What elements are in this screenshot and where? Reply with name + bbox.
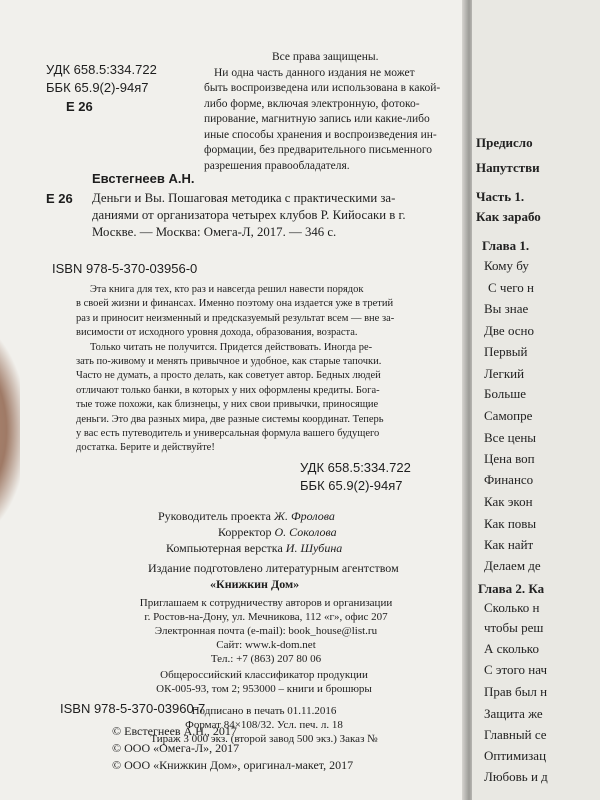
contact-block — [116, 596, 416, 666]
author: Евстегнеев А.Н. — [92, 171, 195, 186]
contents-entry: Часть 1. — [476, 189, 525, 204]
contents-entry: Легкий — [484, 366, 525, 381]
contents-entry: Как повы — [484, 516, 537, 531]
annotation-line: Только читать не получится. Придется действовать. Иногда ре- — [90, 341, 373, 353]
contents-entry: Как экон — [484, 494, 533, 509]
credit-line — [166, 541, 342, 556]
credit-role: Корректор — [218, 525, 272, 539]
rights-block — [204, 50, 440, 174]
contents-entry: Вы знае — [484, 301, 529, 316]
udk-top: УДК 658.5:334.722 — [46, 62, 157, 77]
annotation-line: зать по-живому и менять привычное и удобное, как старые тапочки. — [76, 356, 382, 368]
contact-line: Электронная почта (e-mail): book_house@list.ru — [154, 625, 378, 637]
annotation-line: раз и приносит неизменный и предсказуемый результат всем — вне за- — [76, 312, 395, 324]
prepared-agency: «Книжкин Дом» — [210, 577, 300, 591]
annotation-line: висимости от исходного уровня дохода, образования, возраста. — [76, 327, 358, 339]
contents-entry: Две осно — [484, 323, 535, 338]
contents-entry: Делаем де — [484, 558, 541, 573]
biblio-entry — [92, 190, 406, 241]
contents-entry: Глава 1. — [482, 238, 530, 253]
copyright-line: © Евстегнеев А.Н., 2017 — [112, 724, 237, 738]
rights-line: формации, без предварительного письменного — [204, 144, 433, 156]
annotation-line: деньги. Это два разных мира, две разные системы координат. Теперь — [76, 413, 384, 425]
contact-line: Тел.: +7 (863) 207 80 06 — [210, 653, 322, 665]
credit-line — [218, 525, 337, 540]
udk-bottom: УДК 658.5:334.722 — [300, 460, 411, 475]
rights-line: иные способы хранения и воспроизведения ин- — [204, 128, 437, 141]
rights-title: Все права защищены. — [272, 51, 379, 63]
contents-entry: Любовь и д — [484, 769, 548, 784]
biblio-code: Е 26 — [46, 191, 73, 206]
right-page-contents — [472, 0, 600, 800]
annotation-line: Часто не думать, а просто делать, как советует автор. Бедных людей — [76, 370, 381, 382]
contents-entry: Сколько н — [484, 600, 540, 615]
finger-shadow — [0, 330, 20, 530]
contents-entry: Глава 2. Ка — [478, 581, 545, 596]
contents-entry: Первый — [484, 344, 528, 359]
imprint-line: Подписано в печать 01.11.2016 — [191, 705, 337, 717]
contents-entry: Все цены — [484, 430, 537, 445]
imprint-line: ОК-005-93, том 2; 953000 – книги и брошюры — [156, 683, 372, 695]
contents-entry: Как зарабо — [476, 209, 541, 224]
contents-entry: Прав был н — [484, 684, 548, 699]
imprint-line: Формат 84×108/32. Усл. печ. л. 18 — [185, 719, 343, 731]
annotation-line: в своей жизни и финансах. Именно поэтому она издается уже в третий — [76, 298, 394, 310]
contents-entry: Финансо — [484, 472, 534, 487]
rights-line: либо форме, включая электронную, фотоко- — [204, 97, 420, 110]
copyright-line: © ООО «Омега-Л», 2017 — [112, 741, 240, 755]
contact-line: Приглашаем к сотрудничеству авторов и организации — [139, 597, 393, 609]
credit-line — [158, 509, 335, 524]
annotation-line: достатка. Берите и действуйте! — [76, 442, 215, 454]
contents-entry: Оптимизац — [484, 748, 547, 763]
annotation — [76, 283, 394, 456]
isbn-bottom: ISBN 978-5-370-03960-7 — [60, 701, 206, 716]
contents-entry: Как найт — [484, 537, 534, 552]
contents-entry: С этого нач — [484, 662, 548, 677]
rights-line: разрешения правообладателя. — [204, 159, 350, 172]
contents-entry: Самопре — [484, 408, 533, 423]
annotation-line: отличают только банки, в которых у них оформлены кредиты. Бога- — [76, 384, 380, 396]
contents-entry: Напутстви — [476, 160, 540, 175]
contents-entry: Предисло — [476, 135, 533, 150]
rights-line: быть воспроизведена или использована в какой- — [204, 82, 441, 94]
imprint-line: Тираж 3 000 экз. (второй завод 500 экз.) Заказ № — [150, 733, 378, 745]
contents-entry: Главный се — [484, 727, 547, 742]
contents-entry: Цена воп — [484, 451, 535, 466]
contents-entry: Кому бу — [484, 258, 529, 273]
imprint-line: Общероссийский классификатор продукции — [160, 669, 368, 681]
contents-entry: чтобы реш — [484, 620, 544, 635]
contents-entry: С чего н — [488, 280, 534, 295]
bbk-top: ББК 65.9(2)-94я7 — [46, 80, 149, 95]
copyright-line: © ООО «Книжкин Дом», оригинал-макет, 2017 — [112, 758, 354, 772]
annotation-line: у вас есть путеводитель и универсальная формула вашего будущего — [76, 428, 380, 440]
credit-role: Компьютерная верстка — [166, 541, 283, 555]
biblio-line: Москве. — Москва: Омега-Л, 2017. — 346 с. — [92, 225, 337, 239]
rights-line: пирование, магнитную запись или какие-либо — [204, 113, 430, 125]
credit-name: О. Соколова — [274, 525, 337, 539]
annotation-line: тые тоже похожи, как близнецы, у них свои привычки, приносящие — [76, 399, 379, 411]
code-top: Е 26 — [66, 99, 93, 114]
biblio-line: даниями от организатора четырех клубов Р. Кийосаки в г. — [92, 208, 406, 222]
biblio-line: Деньги и Вы. Пошаговая методика с практическими за- — [92, 191, 396, 205]
bbk-bottom: ББК 65.9(2)-94я7 — [300, 478, 403, 493]
isbn-main: ISBN 978-5-370-03956-0 — [52, 261, 198, 276]
contents-entry: Больше — [484, 386, 526, 401]
prepared-line: Издание подготовлено литературным агентством — [148, 561, 399, 575]
credit-name: Ж. Фролова — [273, 509, 335, 523]
contents-entry: Защита же — [484, 706, 543, 721]
credit-name: И. Шубина — [285, 541, 343, 555]
contents-entry: А сколько — [484, 641, 539, 656]
annotation-line: Эта книга для тех, кто раз и навсегда решил навести порядок — [90, 284, 364, 295]
credit-role: Руководитель проекта — [158, 509, 271, 523]
contact-line: г. Ростов-на-Дону, ул. Мечникова, 112 «г», офис 207 — [144, 611, 388, 623]
contact-line: Сайт: www.k-dom.net — [216, 639, 316, 651]
rights-line: Ни одна часть данного издания не может — [214, 66, 415, 79]
